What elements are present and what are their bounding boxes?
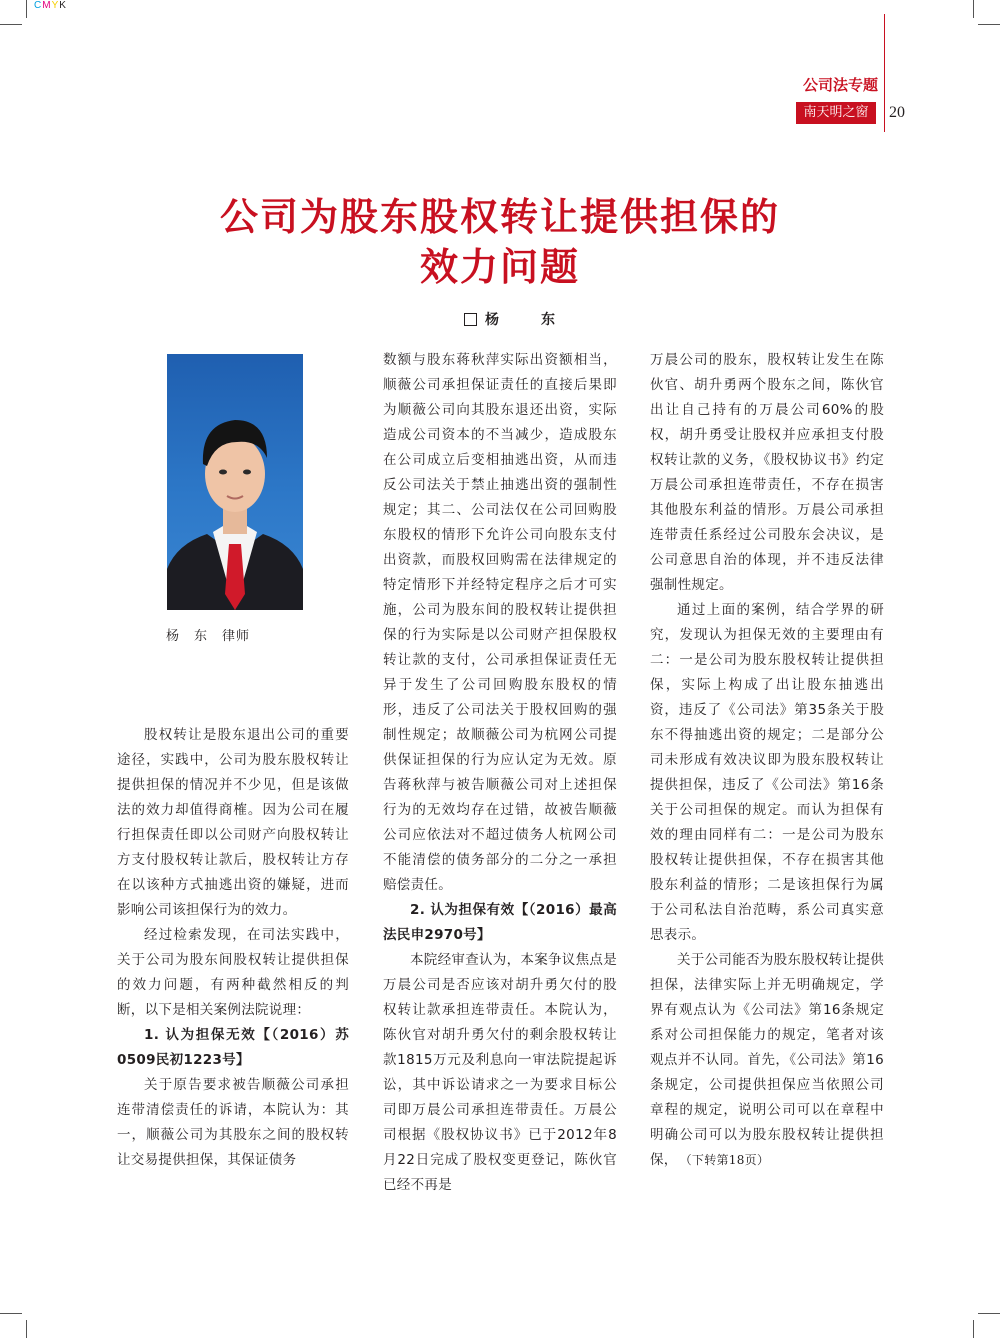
cmyk-k: K bbox=[59, 0, 67, 11]
cmyk-c: C bbox=[34, 0, 43, 11]
crop-mark bbox=[0, 24, 22, 25]
crop-mark bbox=[26, 1320, 27, 1338]
crop-mark bbox=[973, 0, 974, 18]
author-name: 杨 东 bbox=[485, 312, 569, 328]
paragraph: 通过上面的案例，结合学界的研究，发现认为担保无效的主要理由有二：一是公司为股东股权转让提供担保，实际上构成了出让股东抽逃出资，违反了《公司法》第35条关于股东不得抽逃出资的规定；二是部分公司未形成有效决议即为股东股权转让提供担保，违反了《公司法》第16条关于公司担保的规定。而认为担保有效的理由同样有二：一是公司为股东股权转让提供担保，不存在损害其他股东利益的情形；二是该担保行为属于公司私法自治范畴，系公司真实意思表示。 bbox=[650, 602, 884, 943]
case-subheading: 1. 认为担保无效【（2016）苏0509民初1223号】 bbox=[117, 1027, 349, 1068]
cmyk-y: Y bbox=[51, 0, 60, 11]
section-title: 公司法专题 bbox=[802, 76, 878, 94]
header-divider bbox=[884, 14, 885, 132]
paragraph: 经过检索发现，在司法实践中，关于公司为股东间股权转让提供担保的效力问题，有两种截然相反的判断，以下是相关案例法院说理： bbox=[117, 927, 349, 1018]
text-column-3 bbox=[650, 348, 884, 1173]
paragraph-continued: 数额与股东蒋秋萍实际出资额相当，顺薇公司承担保证责任的直接后果即为顺薇公司向其股东退还出资，实际造成公司资本的不当减少，造成股东在公司成立后变相抽逃出资，从而违反公司法关于禁止抽逃出资的强制性规定；其二、公司法仅在公司回购股东股权的情形下允许公司向股东支付出资款，而股权回购需在法律规定的特定情形下并经特定程序之后才可实施，公司为股东间的股权转让提供担保的行为实际是以公司财产担保股权转让款的支付，公司承担保证责任无异于发生了公司回购股东股权的情形，违反了公司法关于股权回购的强制性规定；故顺薇公司为杭网公司提供保证担保的行为应认定为无效。原告蒋秋萍与被告顺薇公司对上述担保行为的无效均存在过错，故被告顺薇公司应依法对不超过债务人杭网公司不能清偿的债务部分的二分之一承担赔偿责任。 bbox=[383, 352, 617, 893]
photo-caption bbox=[166, 625, 264, 644]
byline-box-icon bbox=[464, 313, 477, 326]
case-subheading: 2. 认为担保有效【（2016）最高法民申2970号】 bbox=[383, 902, 617, 943]
crop-mark bbox=[0, 1313, 22, 1314]
cmyk-m: M bbox=[42, 0, 52, 11]
text-column-2 bbox=[383, 348, 617, 1198]
crop-mark bbox=[978, 24, 1000, 25]
caption-role: 律师 bbox=[222, 629, 251, 644]
paragraph bbox=[650, 948, 884, 1173]
crop-mark bbox=[26, 0, 27, 18]
continued-note: （下转第18页） bbox=[685, 1153, 770, 1167]
portrait-illustration bbox=[167, 354, 303, 610]
paragraph: 本院经审查认为，本案争议焦点是万晨公司是否应该对胡升勇欠付的股权转让款承担连带责任。本院认为，陈伙官对胡升勇欠付的剩余股权转让款1815万元及利息向一审法院提起诉讼，其中诉讼请求之一为要求目标公司即万晨公司承担连带责任。万晨公司根据《股权协议书》已于2012年8月22日完成了股权变更登记，陈伙官已经不再是 bbox=[383, 952, 617, 1193]
paragraph: 关于原告要求被告顺薇公司承担连带清偿责任的诉请，本院认为：其一，顺薇公司为其股东之间的股权转让交易提供担保，其保证债务 bbox=[117, 1077, 349, 1168]
article-title-line2: 效力问题 bbox=[419, 245, 580, 289]
column-banner: 南天明之窗 bbox=[796, 102, 876, 124]
paragraph-text: 关于公司能否为股东股权转让提供担保，法律实际上并无明确规定，学界有观点认为《公司法》第16条规定系对公司担保能力的规定，笔者对该观点并不认同。首先，《公司法》第16条规定，公司提供担保应当依照公司章程的规定，说明公司可以在章程中明确公司可以为股东股权转让提供担保， bbox=[650, 952, 884, 1168]
caption-name: 杨 东 bbox=[166, 629, 209, 644]
paragraph-continued: 万晨公司的股东，股权转让发生在陈伙官、胡升勇两个股东之间，陈伙官出让自己持有的万晨公司60%的股权，胡升勇受让股权并应承担支付股权转让款的义务，《股权协议书》约定万晨公司承担连带责任，不存在损害其他股东利益的情形。万晨公司承担连带责任系经过公司股东会决议，是公司意思自治的体现，并不违反法律强制性规定。 bbox=[650, 352, 884, 593]
text-column-1 bbox=[117, 723, 349, 1173]
cmyk-color-bar bbox=[34, 0, 67, 11]
crop-mark bbox=[973, 1320, 974, 1338]
article-title-line1: 公司为股东股权转让提供担保的 bbox=[219, 195, 780, 239]
crop-mark bbox=[978, 1313, 1000, 1314]
author-photo bbox=[167, 354, 303, 610]
paragraph: 股权转让是股东退出公司的重要途径，实践中，公司为股东股权转让提供担保的情况并不少见，但是该做法的效力却值得商榷。因为公司在履行担保责任即以公司财产向股权转让方支付股权转让款后，股权转让方存在以该种方式抽逃出资的嫌疑，进而影响公司该担保行为的效力。 bbox=[117, 727, 349, 918]
byline bbox=[464, 309, 569, 329]
page-number: 20 bbox=[889, 104, 905, 121]
